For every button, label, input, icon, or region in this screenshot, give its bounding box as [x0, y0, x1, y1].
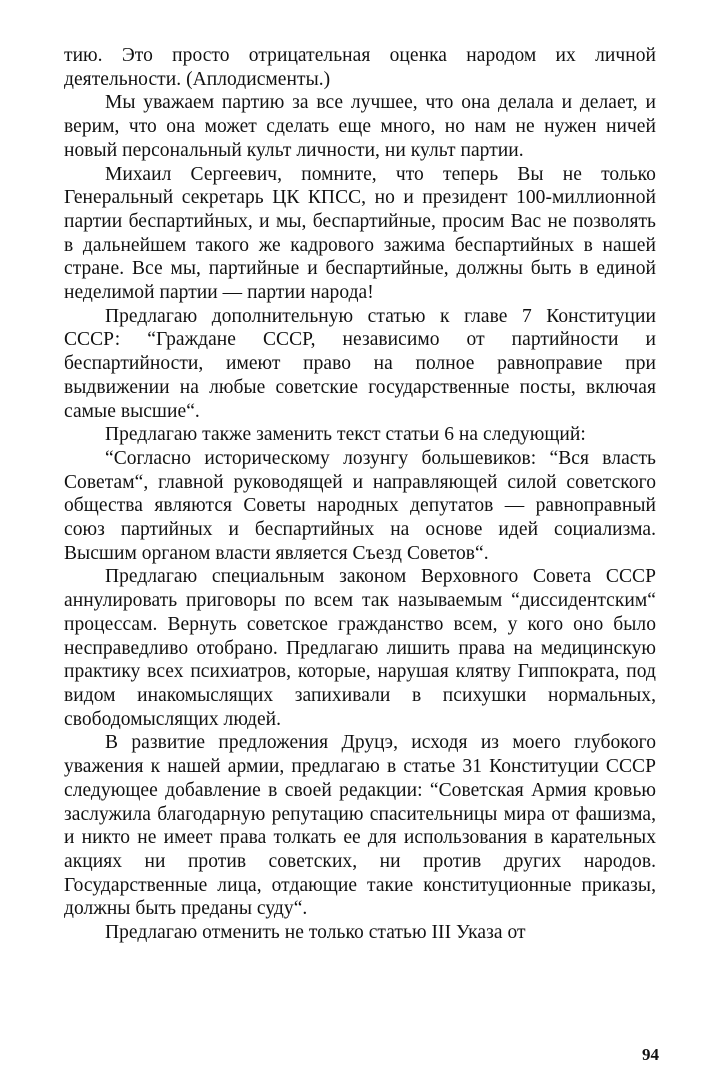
- paragraph-article-chapter-7: Предлагаю дополнительную статью к главе 7 Конституции СССР: “Граждане СССР, независимо от партийности и беспартийности, имеют право на полное равноправие при выдвижении на любые советские государственные посты, включая самые высшие“.: [64, 305, 656, 422]
- paragraph-continuation: тию. Это просто отрицательная оценка народом их личной деятельности. (Аплодисменты.): [64, 45, 656, 90]
- paragraph-article-31: В развитие предложения Друцэ, исходя из моего глубокого уважения к нашей армии, предлагаю в статье 31 Конституции СССР следующее добавление в своей редакции: “Советская Армия кровью заслужила благодарную репутацию спасительницы мира от фашизма, и никто не имеет права толкать ее для использования в карательных акциях ни против советских, ни против других народов. Государственные лица, отдающие такие конституционные приказы, должны быть преданы суду“.: [64, 732, 656, 920]
- page-number: 94: [642, 1045, 659, 1064]
- paragraph-article-6-text: “Согласно историческому лозунгу большевиков: “Вся власть Советам“, главной руководящей и направляющей силой советского общества являются Советы народных депутатов — равноправный союз партийных и беспартийных на основе идей социализма. Высшим органом власти является Съезд Советов“.: [64, 447, 656, 564]
- paragraph-address-gorbachev: Михаил Сергеевич, помните, что теперь Вы не только Генеральный секретарь ЦК КПСС, но и президент 100-миллионной партии беспартийных, и мы, беспартийные, просим Вас не позволять в дальнейшем такого же кадрового зажима беспартийных в нашей стране. Все мы, партийные и беспартийные, должны быть в единой неделимой партии — партии народа!: [64, 163, 656, 304]
- paragraph-dissident-law: Предлагаю специальным законом Верховного Совета СССР аннулировать приговоры по всем так называемым “диссидентским“ процессам. Вернуть советское гражданство всем, у кого оно было несправедливо отобрано. Предлагаю лишить права на медицинскую практику всех психиатров, которые, нарушая клятву Гиппократа, под видом инакомыслящих запихивали в психушки нормальных, свободомыслящих людей.: [64, 566, 656, 730]
- paragraph-decree: Предлагаю отменить не только статью III Указа от: [105, 922, 526, 944]
- body-text: [64, 44, 656, 945]
- paragraph-party-respect: Мы уважаем партию за все лучшее, что она делала и делает, и верим, что она может сделать еще много, но нам не нужен ничей новый персональный культ личности, ни культ партии.: [64, 92, 656, 161]
- paragraph-article-6-intro: Предлагаю также заменить текст статьи 6 на следующий:: [105, 424, 586, 446]
